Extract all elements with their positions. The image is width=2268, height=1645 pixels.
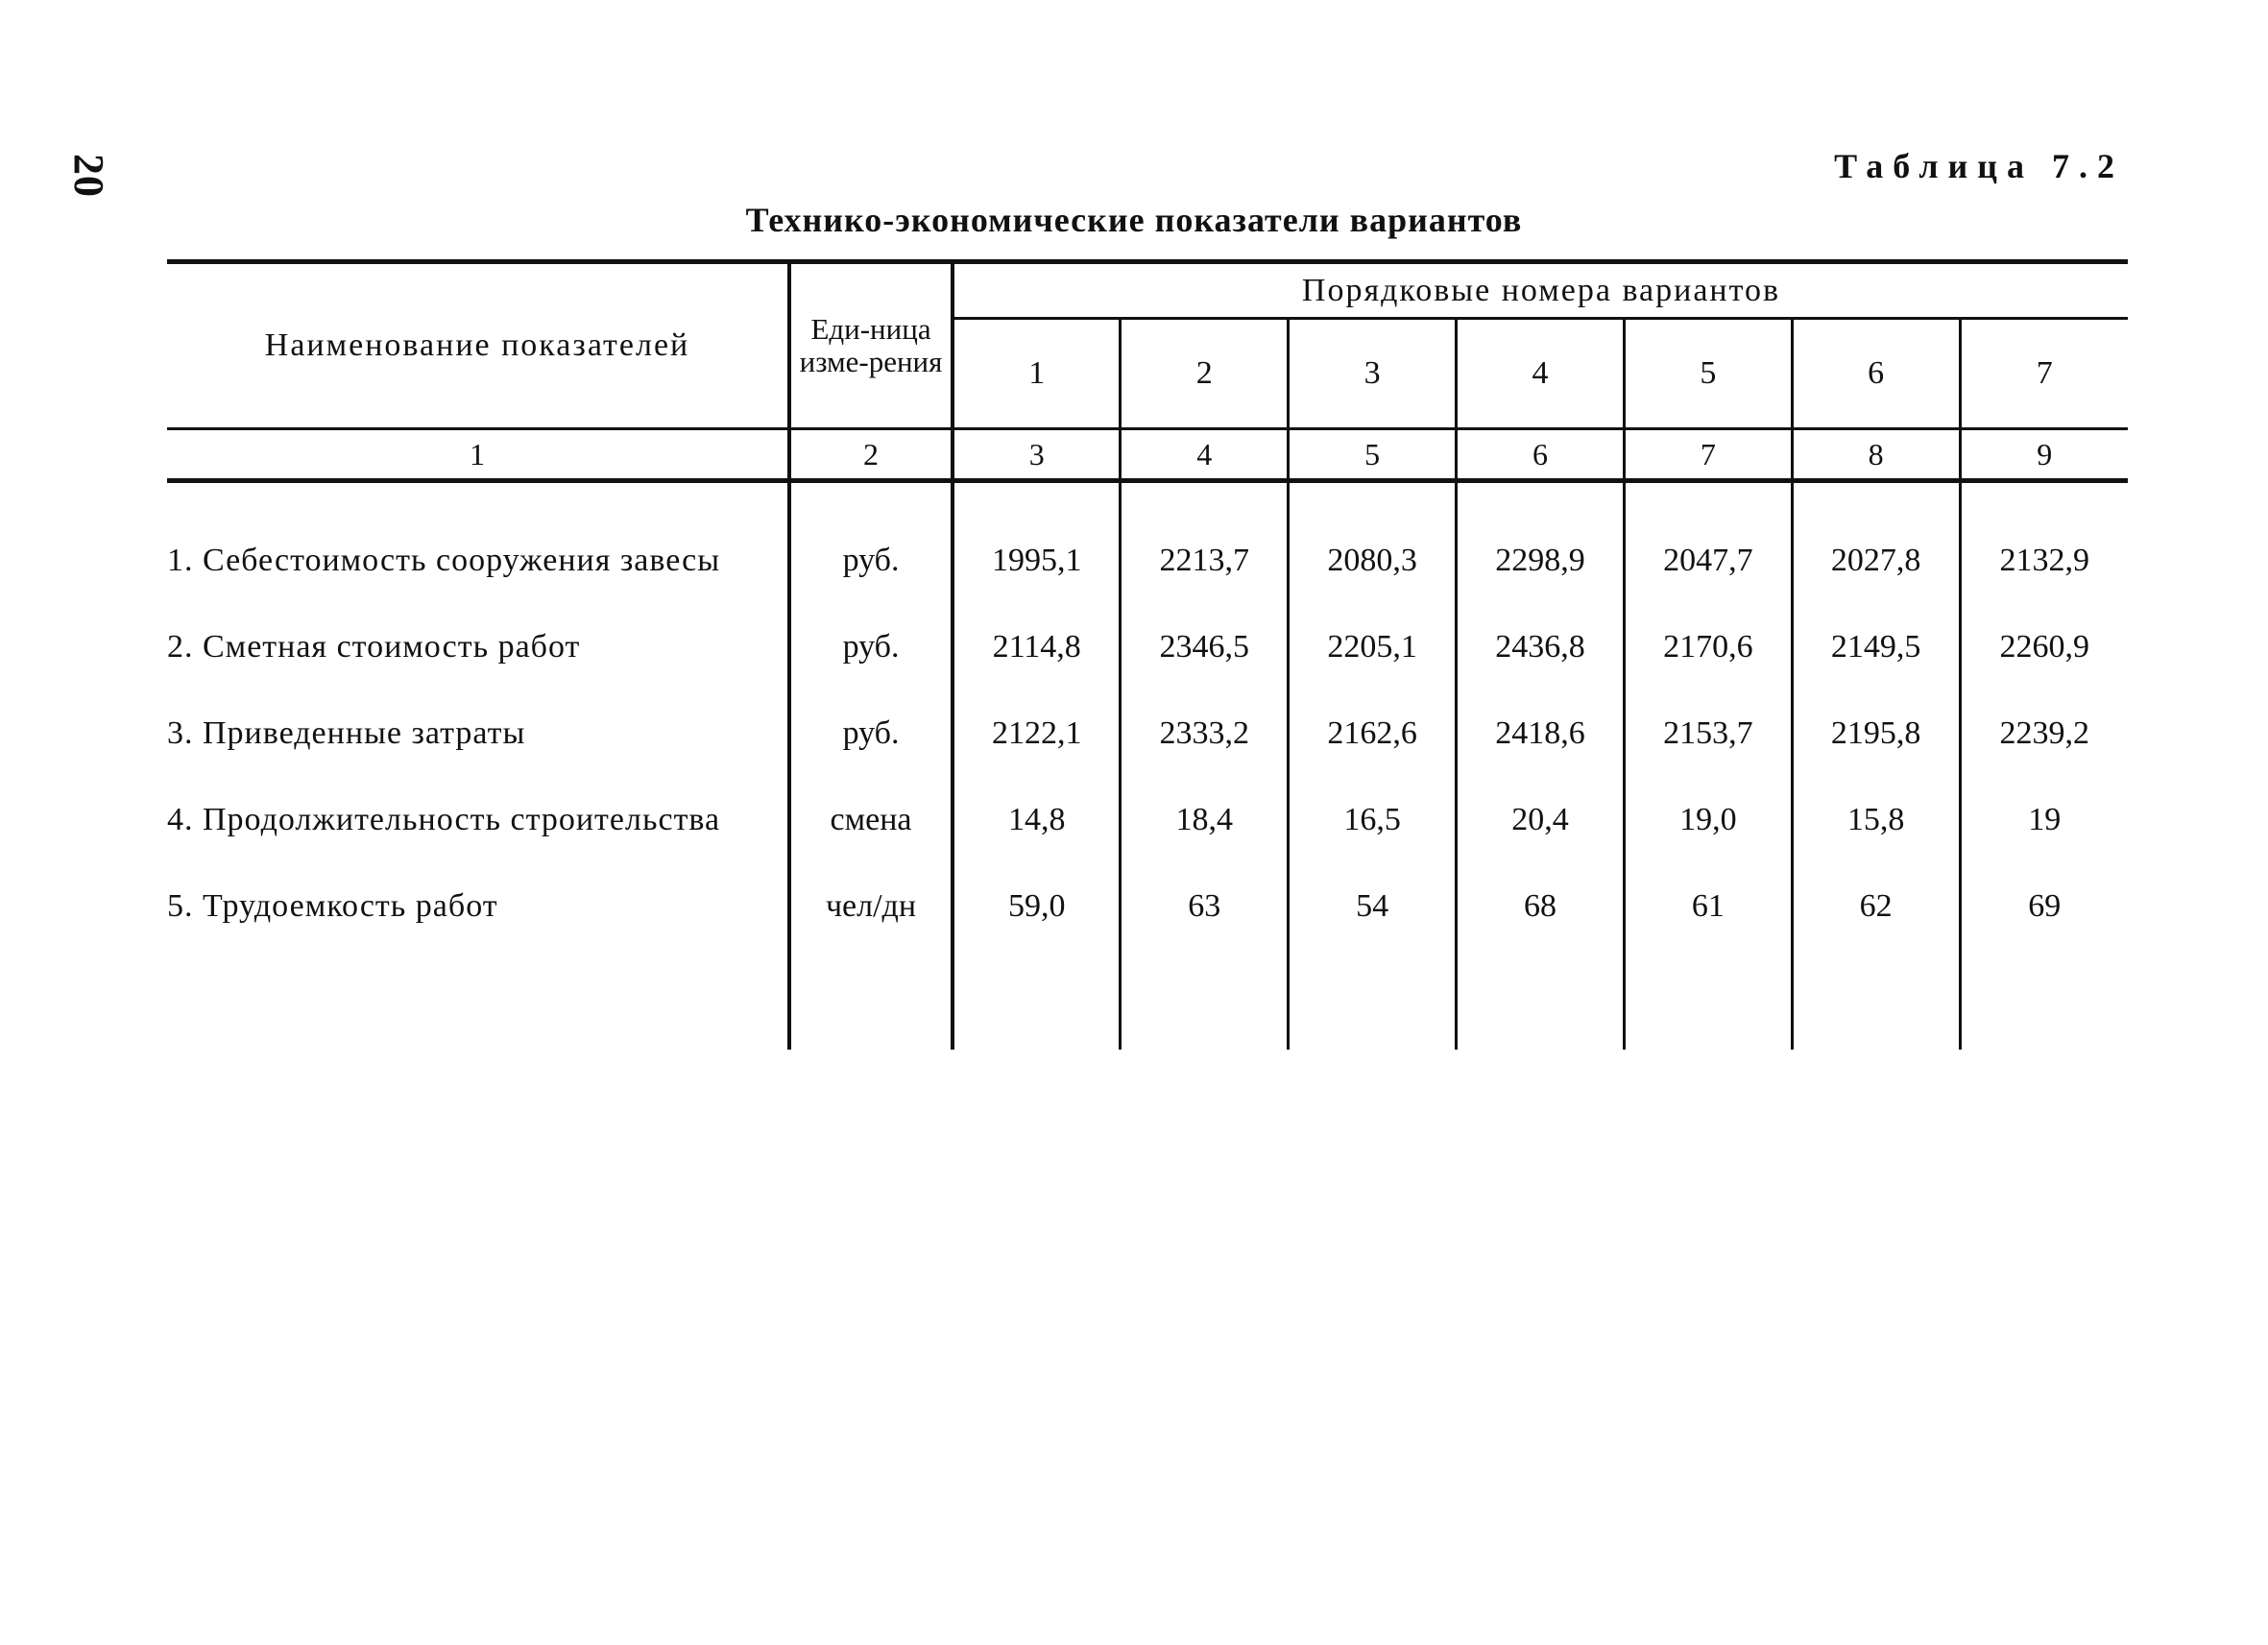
cell-value: 2122,1 [953, 690, 1121, 777]
row-name: 1. Себестоимость сооружения завесы [167, 518, 789, 604]
cell-value: 62 [1792, 863, 1960, 950]
header-variants-group: Порядковые номера вариантов [953, 262, 2128, 319]
table-row [167, 604, 2128, 690]
indicators-table [167, 259, 2128, 1050]
table-row [167, 777, 2128, 863]
cell-value: 19,0 [1624, 777, 1792, 863]
row-unit: смена [789, 777, 953, 863]
cell-value: 2346,5 [1121, 604, 1289, 690]
cell-value: 2298,9 [1457, 518, 1625, 604]
cell-value: 61 [1624, 863, 1792, 950]
cell-value: 18,4 [1121, 777, 1289, 863]
cell-value: 20,4 [1457, 777, 1625, 863]
cell-value: 1995,1 [953, 518, 1121, 604]
table-title: Технико-экономические показатели вариантов [745, 201, 1523, 239]
header-variant-2: 2 [1121, 319, 1289, 429]
cell-value: 69 [2028, 888, 2062, 924]
row-name: 4. Продолжительность строительства [167, 777, 789, 863]
header-unit: Еди-ница изме-рения [789, 262, 953, 429]
cell-value: 2027,8 [1792, 518, 1960, 604]
header-name: Наименование показателей [167, 262, 789, 429]
cell-value: 2080,3 [1289, 518, 1457, 604]
cell-value: 2239,2 [1999, 715, 2090, 751]
cell-value: 59,0 [953, 863, 1121, 950]
column-index: 9 [1960, 429, 2128, 481]
cell-value: 54 [1289, 863, 1457, 950]
header-variant-4: 4 [1457, 319, 1625, 429]
cell-value: 2114,8 [953, 604, 1121, 690]
row-name: 3. Приведенные затраты [167, 690, 789, 777]
cell-value: 2047,7 [1624, 518, 1792, 604]
header-variant-5: 5 [1624, 319, 1792, 429]
table-label: Таблица 7.2 [1834, 147, 2124, 185]
cell-value: 2205,1 [1289, 604, 1457, 690]
cell-value: 14,8 [953, 777, 1121, 863]
column-index: 1 [167, 429, 789, 481]
cell-value: 2153,7 [1624, 690, 1792, 777]
cell-value: 68 [1457, 863, 1625, 950]
cell-value: 2418,6 [1457, 690, 1625, 777]
table-row [167, 863, 2128, 950]
column-index: 4 [1121, 429, 1289, 481]
row-name: 2. Сметная стоимость работ [167, 604, 789, 690]
header-variant-6: 6 [1792, 319, 1960, 429]
column-index: 6 [1457, 429, 1625, 481]
table-row [167, 518, 2128, 604]
column-index: 8 [1792, 429, 1960, 481]
cell-value: 63 [1121, 863, 1289, 950]
cell-value: 2436,8 [1457, 604, 1625, 690]
row-unit: чел/дн [789, 863, 953, 950]
row-unit: руб. [789, 690, 953, 777]
cell-value: 2170,6 [1624, 604, 1792, 690]
cell-value: 2132,9 [1999, 543, 2090, 578]
header-variant-1: 1 [953, 319, 1121, 429]
row-unit: руб. [789, 518, 953, 604]
cell-value: 2333,2 [1121, 690, 1289, 777]
page-number: 20 [65, 154, 112, 198]
column-index: 2 [789, 429, 953, 481]
column-index: 7 [1624, 429, 1792, 481]
cell-value: 2213,7 [1121, 518, 1289, 604]
header-variant-7: 7 [1960, 319, 2128, 429]
cell-value: 2149,5 [1792, 604, 1960, 690]
cell-value: 2162,6 [1289, 690, 1457, 777]
cell-value: 2260,9 [1999, 629, 2090, 665]
cell-value: 16,5 [1289, 777, 1457, 863]
column-index: 5 [1289, 429, 1457, 481]
table-row [167, 690, 2128, 777]
row-name: 5. Трудоемкость работ [167, 863, 789, 950]
row-unit: руб. [789, 604, 953, 690]
cell-value: 15,8 [1792, 777, 1960, 863]
column-index: 3 [953, 429, 1121, 481]
cell-value: 19 [2028, 802, 2062, 837]
cell-value: 2195,8 [1792, 690, 1960, 777]
header-variant-3: 3 [1289, 319, 1457, 429]
